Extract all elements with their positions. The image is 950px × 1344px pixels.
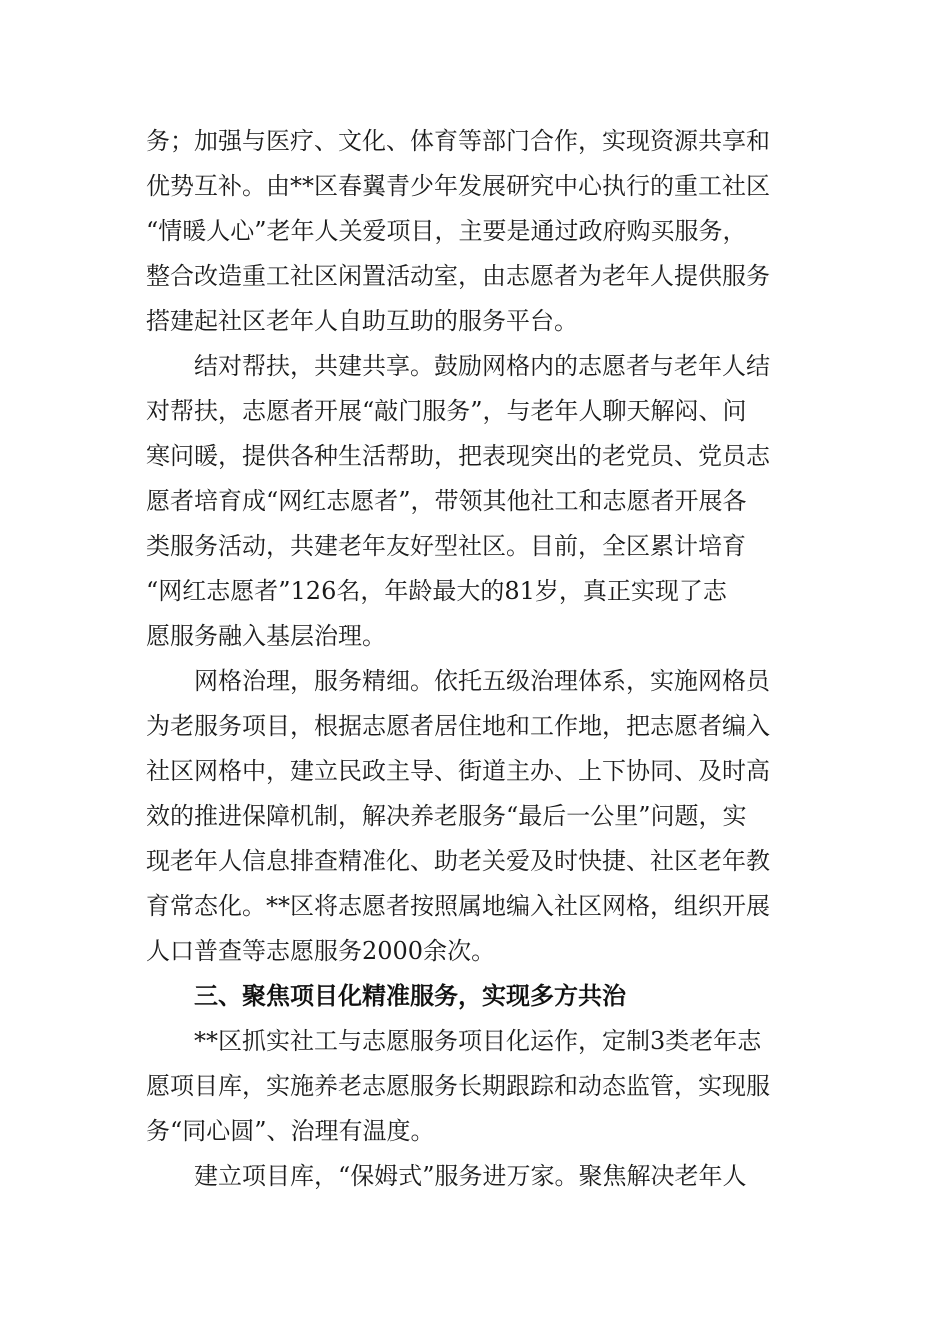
text-line: 寒问暖，提供各种生活帮助，把表现突出的老党员、党员志 <box>146 442 770 470</box>
paragraph-first-line: 结对帮扶，共建共享。鼓励网格内的志愿者与老年人结 <box>194 352 770 380</box>
paragraph-first-line: 建立项目库，“保姆式”服务进万家。聚焦解决老年人 <box>194 1162 747 1190</box>
text-line: 现老年人信息排查精准化、助老关爱及时快捷、社区老年教 <box>146 847 770 875</box>
text-line: 育常态化。**区将志愿者按照属地编入社区网格，组织开展 <box>146 892 770 920</box>
text-line: “情暖人心”老年人关爱项目，主要是通过政府购买服务， <box>146 217 747 245</box>
section-heading: 三、聚焦项目化精准服务，实现多方共治 <box>194 982 626 1010</box>
text-line: 优势互补。由**区春翼青少年发展研究中心执行的重工社区 <box>146 172 770 200</box>
text-line: 愿服务融入基层治理。 <box>146 622 386 650</box>
text-line: 务；加强与医疗、文化、体育等部门合作，实现资源共享和 <box>146 127 770 155</box>
text-line: 人口普查等志愿服务2000余次。 <box>146 937 496 965</box>
text-line: 为老服务项目，根据志愿者居住地和工作地，把志愿者编入 <box>146 712 770 740</box>
text-line: 对帮扶，志愿者开展“敲门服务”，与老年人聊天解闷、问 <box>146 397 747 425</box>
text-line: 整合改造重工社区闲置活动室，由志愿者为老年人提供服务 <box>146 262 770 290</box>
paragraph-first-line: **区抓实社工与志愿服务项目化运作，定制3类老年志 <box>194 1027 762 1055</box>
text-line: 社区网格中，建立民政主导、街道主办、上下协同、及时高 <box>146 757 770 785</box>
text-line: 愿项目库，实施养老志愿服务长期跟踪和动态监管，实现服 <box>146 1072 770 1100</box>
text-line: 类服务活动，共建老年友好型社区。目前，全区累计培育 <box>146 532 746 560</box>
text-line: “网红志愿者”126名，年龄最大的81岁，真正实现了志 <box>146 577 727 605</box>
text-line: 搭建起社区老年人自助互助的服务平台。 <box>146 307 578 335</box>
text-line: 务“同心圆”、治理有温度。 <box>146 1117 435 1145</box>
text-line: 愿者培育成“网红志愿者”，带领其他社工和志愿者开展各 <box>146 487 747 515</box>
text-line: 效的推进保障机制，解决养老服务“最后一公里”问题，实 <box>146 802 747 830</box>
paragraph-first-line: 网格治理，服务精细。依托五级治理体系，实施网格员 <box>194 667 770 695</box>
